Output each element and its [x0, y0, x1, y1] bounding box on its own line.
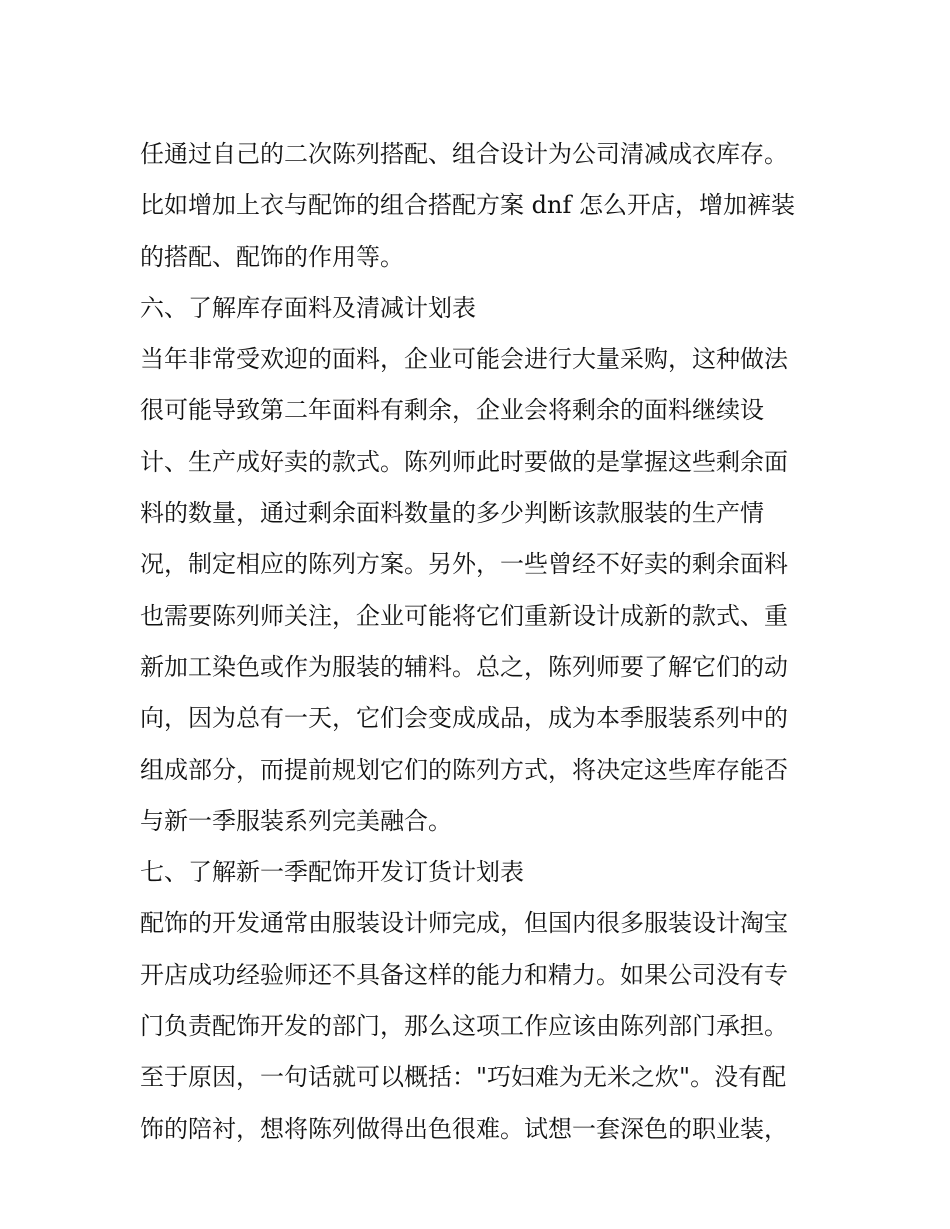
paragraph-line: 料的数量，通过剩余面料数量的多少判断该款服装的生产情: [140, 499, 764, 528]
paragraph-line: 很可能导致第二年面料有剩余，企业会将剩余的面料继续设: [140, 396, 764, 425]
section-heading-7: 七、了解新一季配饰开发订货计划表: [140, 858, 524, 887]
paragraph-line: 也需要陈列师关注，企业可能将它们重新设计成新的款式、重: [140, 601, 788, 630]
paragraph-line: 比如增加上衣与配饰的组合搭配方案 dnf 怎么开店，增加裤装: [140, 191, 795, 220]
paragraph-line: 配饰的开发通常由服装设计师完成，但国内很多服装设计淘宝: [140, 909, 788, 938]
paragraph-line: 向，因为总有一天，它们会变成成品，成为本季服装系列中的: [140, 704, 788, 733]
paragraph-line: 饰的陪衬，想将陈列做得出色很难。试想一套深色的职业装，: [140, 1114, 788, 1143]
paragraph-line: 况，制定相应的陈列方案。另外，一些曾经不好卖的剩余面料: [140, 550, 788, 579]
paragraph-line: 任通过自己的二次陈列搭配、组合设计为公司清减成衣库存。: [140, 140, 788, 168]
paragraph-line: 新加工染色或作为服装的辅料。总之，陈列师要了解它们的动: [140, 652, 788, 681]
paragraph-line: 门负责配饰开发的部门，那么这项工作应该由陈列部门承担。: [140, 1012, 788, 1041]
paragraph-line: 当年非常受欢迎的面料，企业可能会进行大量采购，这种做法: [140, 345, 788, 374]
paragraph-line: 组成部分，而提前规划它们的陈列方式，将决定这些库存能否: [140, 755, 788, 784]
paragraph-line: 的搭配、配饰的作用等。: [140, 242, 404, 271]
paragraph-line: 至于原因，一句话就可以概括："巧妇难为无米之炊"。没有配: [140, 1063, 787, 1092]
paragraph-line: 开店成功经验师还不具备这样的能力和精力。如果公司没有专: [140, 960, 788, 989]
paragraph-line: 计、生产成好卖的款式。陈列师此时要做的是掌握这些剩余面: [140, 447, 788, 476]
paragraph-line: 与新一季服装系列完美融合。: [140, 806, 452, 835]
document-body: [140, 129, 820, 1155]
section-heading-6: 六、了解库存面料及清减计划表: [140, 293, 476, 322]
